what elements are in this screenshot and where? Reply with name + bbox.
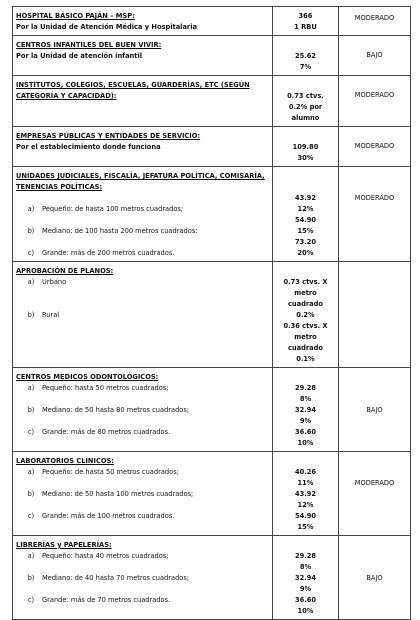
fee-percentage: 10% bbox=[297, 438, 314, 447]
item-letter: b) bbox=[27, 489, 35, 498]
item-letter: b) bbox=[27, 310, 35, 319]
description-cell bbox=[13, 262, 273, 368]
item-letter: b) bbox=[27, 226, 35, 235]
description-cell bbox=[13, 36, 273, 76]
description-cell bbox=[13, 76, 273, 127]
list-item bbox=[16, 276, 269, 287]
item-letter: a) bbox=[27, 551, 35, 560]
section-description: Por la Unidad de atención infantil bbox=[16, 51, 143, 60]
list-item bbox=[16, 594, 269, 605]
item-text: Mediano: de 40 hasta 70 metros cuadrados; bbox=[42, 573, 190, 582]
fee-percentage: 9% bbox=[299, 584, 312, 593]
risk-category: BAJO bbox=[366, 50, 383, 59]
section-title: INSTITUTOS, COLEGIOS, ESCUELAS, GUARDERÍAS, ETC (SEGÚN CATEGORÍA Y CAPACIDAD): bbox=[16, 80, 250, 100]
item-letter: b) bbox=[27, 405, 35, 414]
fee-percentage: 0.1% bbox=[296, 354, 315, 363]
fee-value: 366 bbox=[298, 11, 313, 20]
list-item bbox=[16, 247, 269, 258]
table-row-unidades-judiciales bbox=[13, 167, 411, 262]
list-item bbox=[16, 225, 269, 236]
item-letter: a) bbox=[27, 204, 35, 213]
item-text: Grande: más de 70 metros cuadrados. bbox=[42, 595, 171, 604]
list-item bbox=[16, 404, 269, 415]
category-cell bbox=[339, 76, 411, 127]
list-item bbox=[16, 510, 269, 521]
table-row-librerias bbox=[13, 536, 411, 620]
table-row-institutos bbox=[13, 76, 411, 127]
fee-value: 32.94 bbox=[294, 405, 317, 414]
list-item bbox=[16, 466, 269, 477]
table-row-centros-infantiles bbox=[13, 36, 411, 76]
item-letter: a) bbox=[27, 467, 35, 476]
section-title: CENTROS INFANTILES DEL BUEN VIVIR: bbox=[16, 40, 162, 49]
risk-category: MODERADO bbox=[354, 478, 395, 487]
item-letter: c) bbox=[27, 427, 35, 436]
fee-percentage: 9% bbox=[299, 416, 312, 425]
value-cell bbox=[273, 36, 339, 76]
fee-value: 29.28 bbox=[294, 551, 317, 560]
fee-value: 40.26 bbox=[294, 467, 317, 476]
fee-percentage: 0.2% por alumno bbox=[288, 102, 323, 122]
fee-value: 54.90 bbox=[294, 511, 317, 520]
section-title: EMPRESAS PÚBLICAS Y ENTIDADES DE SERVICIO: bbox=[16, 131, 201, 140]
fee-value: 32.94 bbox=[294, 573, 317, 582]
list-item bbox=[16, 203, 269, 214]
description-cell bbox=[13, 7, 273, 36]
fee-value: 43.92 bbox=[294, 489, 317, 498]
category-cell bbox=[339, 127, 411, 167]
table-row-aprobacion-planos bbox=[13, 262, 411, 368]
fee-value: 54.90 bbox=[294, 215, 317, 224]
category-cell bbox=[339, 7, 411, 36]
section-description: Por la Unidad de Atención Médica y Hospitalaria bbox=[16, 22, 197, 31]
item-text: Grande: más de 100 metros cuadrados. bbox=[42, 511, 175, 520]
table-row-laboratorios bbox=[13, 452, 411, 536]
fee-value: 0.73 ctvs. X metro cuadrado bbox=[283, 277, 328, 308]
section-title: UNIDADES JUDICIALES, FISCALÍA, JEFATURA POLÍTICA, COMISARÍA, TENENCIAS POLÍTICAS: bbox=[16, 171, 265, 191]
fee-percentage: 8% bbox=[299, 562, 312, 571]
item-letter: a) bbox=[27, 383, 35, 392]
item-text: Pequeño: hasta 50 metros cuadrados; bbox=[42, 383, 169, 392]
fee-value: 25.62 bbox=[294, 51, 317, 60]
category-cell bbox=[339, 167, 411, 262]
item-text: Urbano bbox=[42, 277, 67, 286]
value-cell bbox=[273, 76, 339, 127]
risk-category: MODERADO bbox=[354, 193, 395, 202]
value-cell bbox=[273, 262, 339, 368]
item-text: Grande: más de 200 metros cuadrados. bbox=[42, 248, 175, 257]
description-cell bbox=[13, 452, 273, 536]
list-item bbox=[16, 309, 269, 320]
table-row-hospital bbox=[13, 7, 411, 36]
value-cell bbox=[273, 127, 339, 167]
item-text: Pequeño: hasta 40 metros cuadrados; bbox=[42, 551, 169, 560]
list-item bbox=[16, 572, 269, 583]
description-cell bbox=[13, 536, 273, 620]
risk-category: MODERADO bbox=[354, 141, 395, 150]
section-description: Por el establecimiento donde funciona bbox=[16, 142, 161, 151]
list-item bbox=[16, 382, 269, 393]
fee-value: 73.20 bbox=[294, 237, 317, 246]
description-cell bbox=[13, 127, 273, 167]
category-cell bbox=[339, 452, 411, 536]
item-text: Rural bbox=[42, 310, 60, 319]
item-letter: c) bbox=[27, 248, 35, 257]
category-cell bbox=[339, 36, 411, 76]
risk-category: MODERADO bbox=[354, 13, 395, 22]
fee-percentage: 0.2% bbox=[296, 310, 315, 319]
description-cell bbox=[13, 167, 273, 262]
category-cell bbox=[339, 536, 411, 620]
section-title: CENTROS MEDICOS ODONTOLÓGICOS: bbox=[16, 372, 159, 381]
fee-value: 0.73 ctvs. bbox=[287, 91, 324, 100]
description-cell bbox=[13, 368, 273, 452]
fee-value: 29.28 bbox=[294, 383, 317, 392]
list-item bbox=[16, 488, 269, 499]
fee-value: 109.80 bbox=[292, 142, 319, 151]
table-row-odontologicos bbox=[13, 368, 411, 452]
fee-percentage: 11% bbox=[297, 478, 314, 487]
item-text: Mediano: de 50 hasta 80 metros cuadrados; bbox=[42, 405, 190, 414]
fee-percentage: 15% bbox=[297, 522, 314, 531]
fee-value: 0.36 ctvs. X metro cuadrado bbox=[283, 321, 328, 352]
fee-percentage: 15% bbox=[297, 226, 314, 235]
fee-value: 43.92 bbox=[294, 193, 317, 202]
value-cell bbox=[273, 452, 339, 536]
category-cell bbox=[339, 368, 411, 452]
fee-value: 36.60 bbox=[294, 427, 317, 436]
item-text: Mediano: de 50 hasta 100 metros cuadrados; bbox=[42, 489, 194, 498]
item-text: Mediano: de 100 hasta 200 metros cuadrados: bbox=[42, 226, 198, 235]
fee-percentage: 20% bbox=[297, 248, 314, 257]
section-title: LABORATORIOS CLINICOS: bbox=[16, 456, 114, 465]
fee-percentage: 30% bbox=[297, 153, 314, 162]
value-cell bbox=[273, 536, 339, 620]
list-item bbox=[16, 550, 269, 561]
item-letter: c) bbox=[27, 595, 35, 604]
item-text: Pequeño: de hasta 50 metros cuadrados; bbox=[42, 467, 179, 476]
fee-value: 36.60 bbox=[294, 595, 317, 604]
fee-percentage: 10% bbox=[297, 606, 314, 615]
item-letter: a) bbox=[27, 277, 35, 286]
value-cell bbox=[273, 167, 339, 262]
fee-percentage: 1 RBU bbox=[294, 22, 317, 31]
risk-category: MODERADO bbox=[354, 90, 395, 99]
category-cell bbox=[339, 262, 411, 368]
item-text: Grande: más de 80 metros cuadrados. bbox=[42, 427, 171, 436]
fee-percentage: 12% bbox=[297, 500, 314, 509]
fee-percentage: 12% bbox=[297, 204, 314, 213]
value-cell bbox=[273, 368, 339, 452]
list-item bbox=[16, 426, 269, 437]
fee-percentage: 7% bbox=[299, 62, 312, 71]
item-letter: b) bbox=[27, 573, 35, 582]
item-text: Pequeño: de hasta 100 metros cuadrados; bbox=[42, 204, 184, 213]
value-cell bbox=[273, 7, 339, 36]
risk-category: BAJO bbox=[366, 405, 383, 414]
section-title: LIBRERÍAS y PAPELERÍAS: bbox=[16, 540, 112, 549]
item-letter: c) bbox=[27, 511, 35, 520]
table-row-empresas bbox=[13, 127, 411, 167]
fee-percentage: 8% bbox=[299, 394, 312, 403]
risk-category: BAJO bbox=[366, 573, 383, 582]
fee-table bbox=[12, 6, 411, 620]
section-title: APROBACIÓN DE PLANOS: bbox=[16, 266, 114, 275]
section-title: HOSPITAL BÁSICO PAJÁN – MSP: bbox=[16, 11, 135, 20]
